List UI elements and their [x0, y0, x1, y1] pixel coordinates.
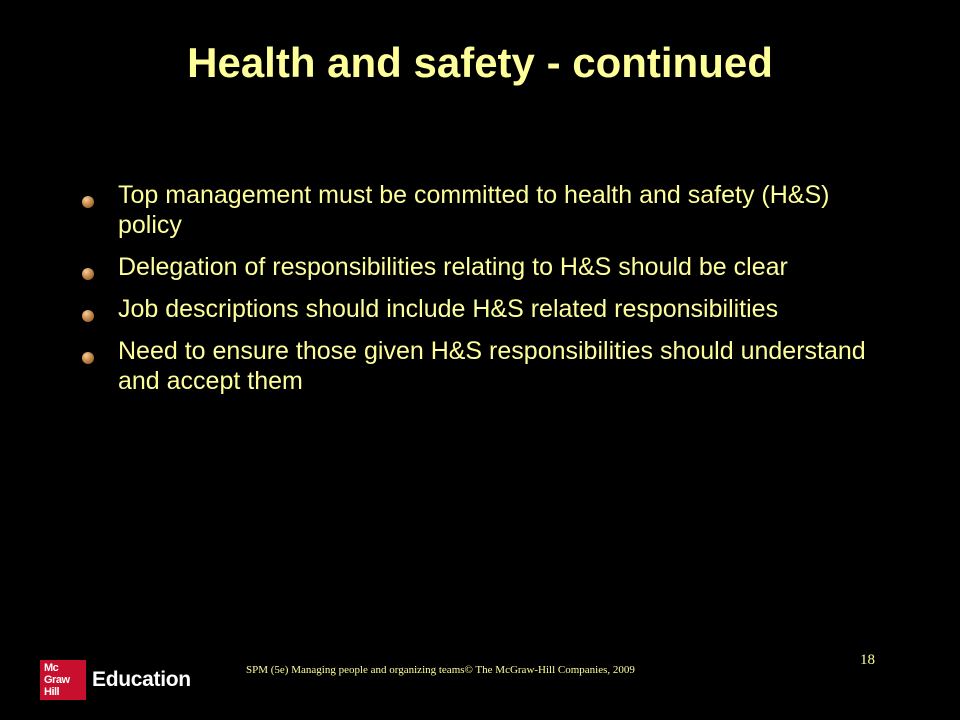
bullet-item — [78, 180, 868, 240]
bullet-dot-icon — [82, 268, 94, 280]
logo-line-mc: Mc — [44, 662, 59, 674]
mcgraw-hill-logo-box — [40, 660, 86, 700]
slide-footer: SPM (5e) Managing people and organizing teams© The McGraw-Hill Companies, 2009 — [246, 664, 635, 676]
bullet-item — [78, 294, 868, 324]
bullet-list — [78, 180, 868, 408]
bullet-dot-icon — [82, 196, 94, 208]
page-number: 18 — [860, 652, 875, 668]
bullet-text: Top management must be committed to health and safety (H&S) policy — [118, 181, 830, 239]
bullet-dot-icon — [82, 352, 94, 364]
bullet-dot-icon — [82, 310, 94, 322]
slide-title: Health and safety - continued — [187, 39, 773, 86]
logo-line-graw: Graw — [44, 674, 70, 686]
bullet-text: Need to ensure those given H&S responsibilities should understand and accept them — [118, 337, 866, 395]
mcgraw-hill-education-logo — [40, 660, 191, 700]
bullet-item — [78, 252, 868, 282]
logo-education-word: Education — [92, 668, 191, 691]
bullet-item — [78, 336, 868, 396]
bullet-text: Delegation of responsibilities relating to H&S should be clear — [118, 253, 788, 281]
bullet-text: Job descriptions should include H&S related responsibilities — [118, 295, 779, 323]
logo-line-hill: Hill — [44, 686, 60, 698]
